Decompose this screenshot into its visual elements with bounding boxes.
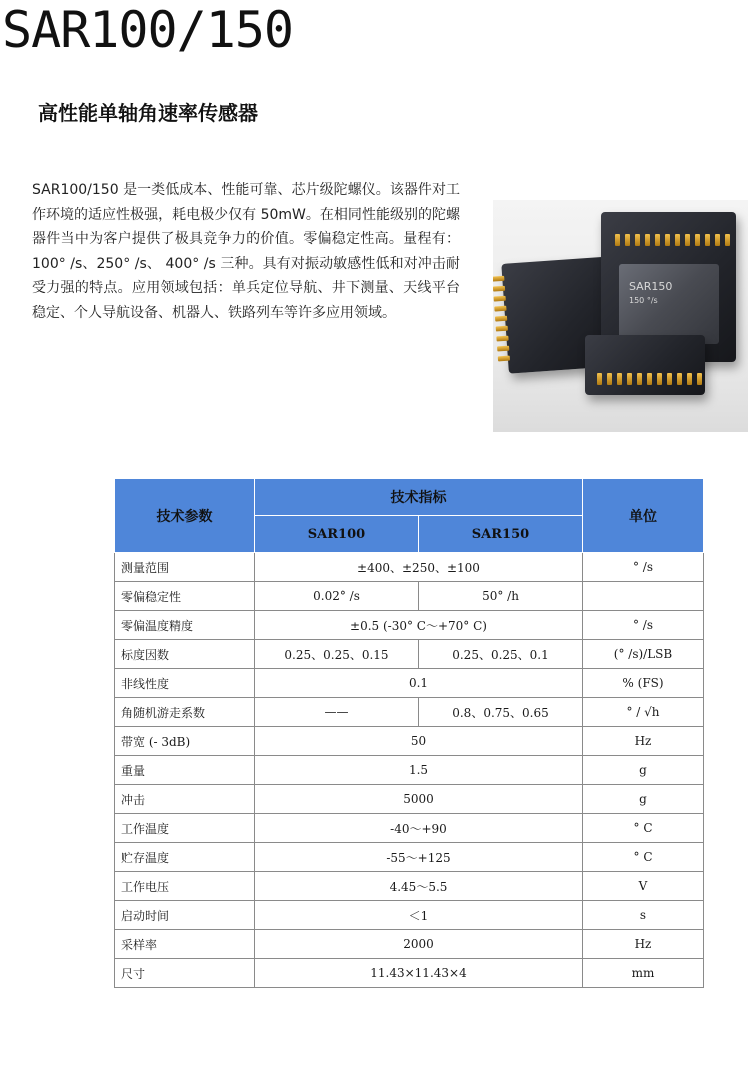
table-row bbox=[115, 553, 704, 582]
table-row bbox=[115, 640, 704, 669]
spec-table bbox=[114, 478, 704, 988]
table-row bbox=[115, 582, 704, 611]
param-name-cell: 重量 bbox=[115, 756, 255, 785]
unit-cell: V bbox=[583, 872, 704, 901]
spec-value-cell: 0.1 bbox=[255, 669, 583, 698]
table-row bbox=[115, 611, 704, 640]
spec-value-cell: ±0.5 (-30° C～+70° C) bbox=[255, 611, 583, 640]
spec-value-cell: 5000 bbox=[255, 785, 583, 814]
header-param: 技术参数 bbox=[115, 479, 255, 553]
param-name-cell: 工作电压 bbox=[115, 872, 255, 901]
chip-sublabel: 150 °/s bbox=[629, 296, 658, 305]
spec-value-cell: 4.45～5.5 bbox=[255, 872, 583, 901]
param-name-cell: 工作温度 bbox=[115, 814, 255, 843]
sar150-value-cell: 0.25、0.25、0.1 bbox=[419, 640, 583, 669]
table-row bbox=[115, 669, 704, 698]
spec-value-cell: -55～+125 bbox=[255, 843, 583, 872]
sar150-value-cell: 50° /h bbox=[419, 582, 583, 611]
table-row bbox=[115, 959, 704, 988]
param-name-cell: 零偏稳定性 bbox=[115, 582, 255, 611]
param-name-cell: 标度因数 bbox=[115, 640, 255, 669]
unit-cell: % (FS) bbox=[583, 669, 704, 698]
unit-cell: mm bbox=[583, 959, 704, 988]
param-name-cell: 非线性度 bbox=[115, 669, 255, 698]
param-name-cell: 采样率 bbox=[115, 930, 255, 959]
header-sar100: SAR100 bbox=[255, 516, 419, 553]
spec-value-cell: 1.5 bbox=[255, 756, 583, 785]
unit-cell: ° /s bbox=[583, 611, 704, 640]
sar100-value-cell: 0.02° /s bbox=[255, 582, 419, 611]
param-name-cell: 冲击 bbox=[115, 785, 255, 814]
header-spec: 技术指标 bbox=[255, 479, 583, 516]
unit-cell: Hz bbox=[583, 930, 704, 959]
unit-cell: ° C bbox=[583, 814, 704, 843]
spec-value-cell: -40～+90 bbox=[255, 814, 583, 843]
param-name-cell: 测量范围 bbox=[115, 553, 255, 582]
chip-label: SAR150 bbox=[629, 280, 673, 293]
table-row bbox=[115, 901, 704, 930]
table-row bbox=[115, 756, 704, 785]
param-name-cell: 贮存温度 bbox=[115, 843, 255, 872]
table-row bbox=[115, 698, 704, 727]
unit-cell: Hz bbox=[583, 727, 704, 756]
spec-value-cell: ±400、±250、±100 bbox=[255, 553, 583, 582]
sar150-value-cell: 0.8、0.75、0.65 bbox=[419, 698, 583, 727]
header-unit: 单位 bbox=[583, 479, 704, 553]
product-photo bbox=[493, 200, 748, 432]
param-name-cell: 带宽 (- 3dB) bbox=[115, 727, 255, 756]
table-row bbox=[115, 872, 704, 901]
table-row bbox=[115, 727, 704, 756]
spec-value-cell: 2000 bbox=[255, 930, 583, 959]
unit-cell: ° /s bbox=[583, 553, 704, 582]
unit-cell: g bbox=[583, 785, 704, 814]
table-row bbox=[115, 814, 704, 843]
param-name-cell: 尺寸 bbox=[115, 959, 255, 988]
chip-front bbox=[585, 335, 705, 395]
intro-paragraph: SAR100/150 是一类低成本、性能可靠、芯片级陀螺仪。该器件对工作环境的适应性极强，耗电极少仅有 50mW。在相同性能级别的陀螺器件当中为客户提供了极具竞争力的价值。零偏稳定性高。量程有：100° /s、250° /s、 400° /s 三种。具有对振动敏感性低和对冲击耐受力强的特点。应用领域包括：单兵定位导航、井下测量、天线平台稳定、个人导航设备、机器人、铁路列车等许多应用领域。 bbox=[32, 182, 460, 321]
unit-cell bbox=[583, 582, 704, 611]
unit-cell: g bbox=[583, 756, 704, 785]
header-sar150: SAR150 bbox=[419, 516, 583, 553]
param-name-cell: 角随机游走系数 bbox=[115, 698, 255, 727]
spec-value-cell: 50 bbox=[255, 727, 583, 756]
table-row bbox=[115, 785, 704, 814]
unit-cell: ° / √h bbox=[583, 698, 704, 727]
page-title: SAR100/150 bbox=[2, 1, 294, 59]
unit-cell: s bbox=[583, 901, 704, 930]
spec-value-cell: ＜1 bbox=[255, 901, 583, 930]
param-name-cell: 启动时间 bbox=[115, 901, 255, 930]
spec-value-cell: 11.43×11.43×4 bbox=[255, 959, 583, 988]
sar100-value-cell: 0.25、0.25、0.15 bbox=[255, 640, 419, 669]
unit-cell: ° C bbox=[583, 843, 704, 872]
table-row bbox=[115, 843, 704, 872]
page-subtitle: 高性能单轴角速率传感器 bbox=[38, 101, 258, 125]
sar100-value-cell: —— bbox=[255, 698, 419, 727]
param-name-cell: 零偏温度精度 bbox=[115, 611, 255, 640]
unit-cell: (° /s)/LSB bbox=[583, 640, 704, 669]
table-row bbox=[115, 930, 704, 959]
